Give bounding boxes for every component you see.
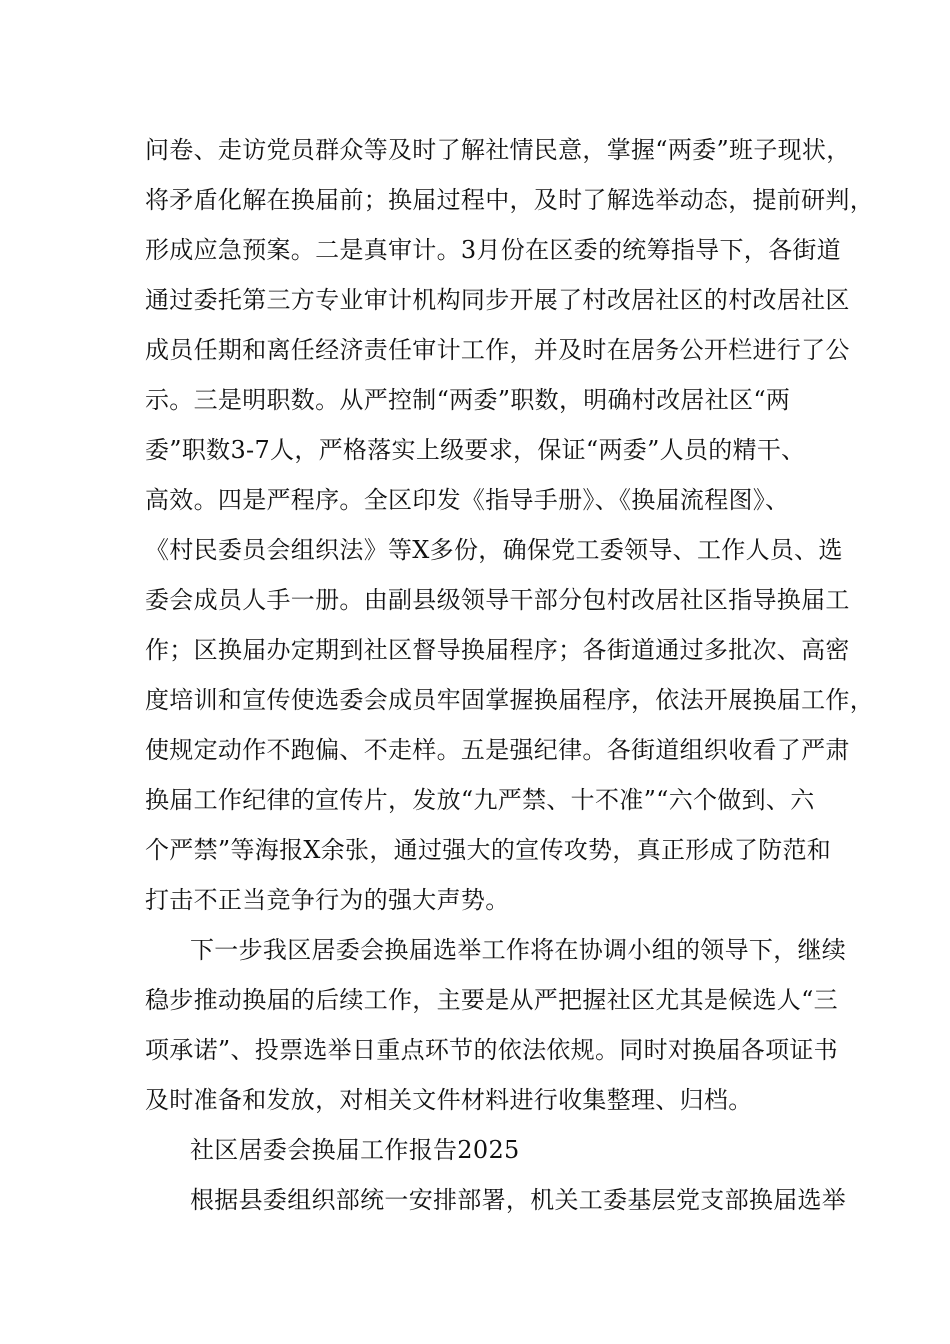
body-line: 高效。四是严程序。全区印发《指导手册》、《换届流程图》、 — [145, 486, 790, 514]
body-line: 通过委托第三方专业审计机构同步开展了村改居社区的村改居社区 — [145, 286, 850, 314]
body-line: 及时准备和发放，对相关文件材料进行收集整理、归档。 — [145, 1086, 753, 1114]
body-line: 问卷、走访党员群众等及时了解社情民意，掌握“两委”班子现状， — [145, 136, 851, 164]
body-line: 作；区换届办定期到社区督导换届程序；各街道通过多批次、高密 — [145, 636, 850, 664]
body-line: 形成应急预案。二是真审计。3月份在区委的统筹指导下，各街道 — [145, 236, 841, 264]
body-line: 委”职数3-7人，严格落实上级要求，保证“两委”人员的精干、 — [145, 436, 806, 464]
body-line: 委会成员人手一册。由副县级领导干部分包村改居社区指导换届工 — [145, 586, 850, 614]
paragraph-first-line: 根据县委组织部统一安排部署，机关工委基层党支部换届选举 — [190, 1186, 847, 1214]
section-title: 社区居委会换届工作报告2025 — [190, 1136, 520, 1164]
body-line: 打击不正当竞争行为的强大声势。 — [145, 886, 510, 914]
body-line: 成员任期和离任经济责任审计工作，并及时在居务公开栏进行了公 — [145, 336, 850, 364]
body-line: 换届工作纪律的宣传片，发放“九严禁、十不准”“六个做到、六 — [145, 786, 815, 814]
paragraph-first-line: 下一步我区居委会换届选举工作将在协调小组的领导下，继续 — [190, 936, 847, 964]
body-line: 个严禁”等海报X余张，通过强大的宣传攻势，真正形成了防范和 — [145, 836, 832, 864]
body-line: 稳步推动换届的后续工作，主要是从严把握社区尤其是候选人“三 — [145, 986, 838, 1014]
body-line: 将矛盾化解在换届前；换届过程中，及时了解选举动态，提前研判， — [145, 186, 874, 214]
body-line: 示。三是明职数。从严控制“两委”职数，明确村改居社区“两 — [145, 386, 791, 414]
body-line: 使规定动作不跑偏、不走样。五是强纪律。各街道组织收看了严肃 — [145, 736, 850, 764]
body-line: 《村民委员会组织法》等X多份，确保党工委领导、工作人员、选 — [145, 536, 843, 564]
body-line: 度培训和宣传使选委会成员牢固掌握换届程序，依法开展换届工作， — [145, 686, 874, 714]
body-line: 项承诺”、投票选举日重点环节的依法依规。同时对换届各项证书 — [145, 1036, 838, 1064]
